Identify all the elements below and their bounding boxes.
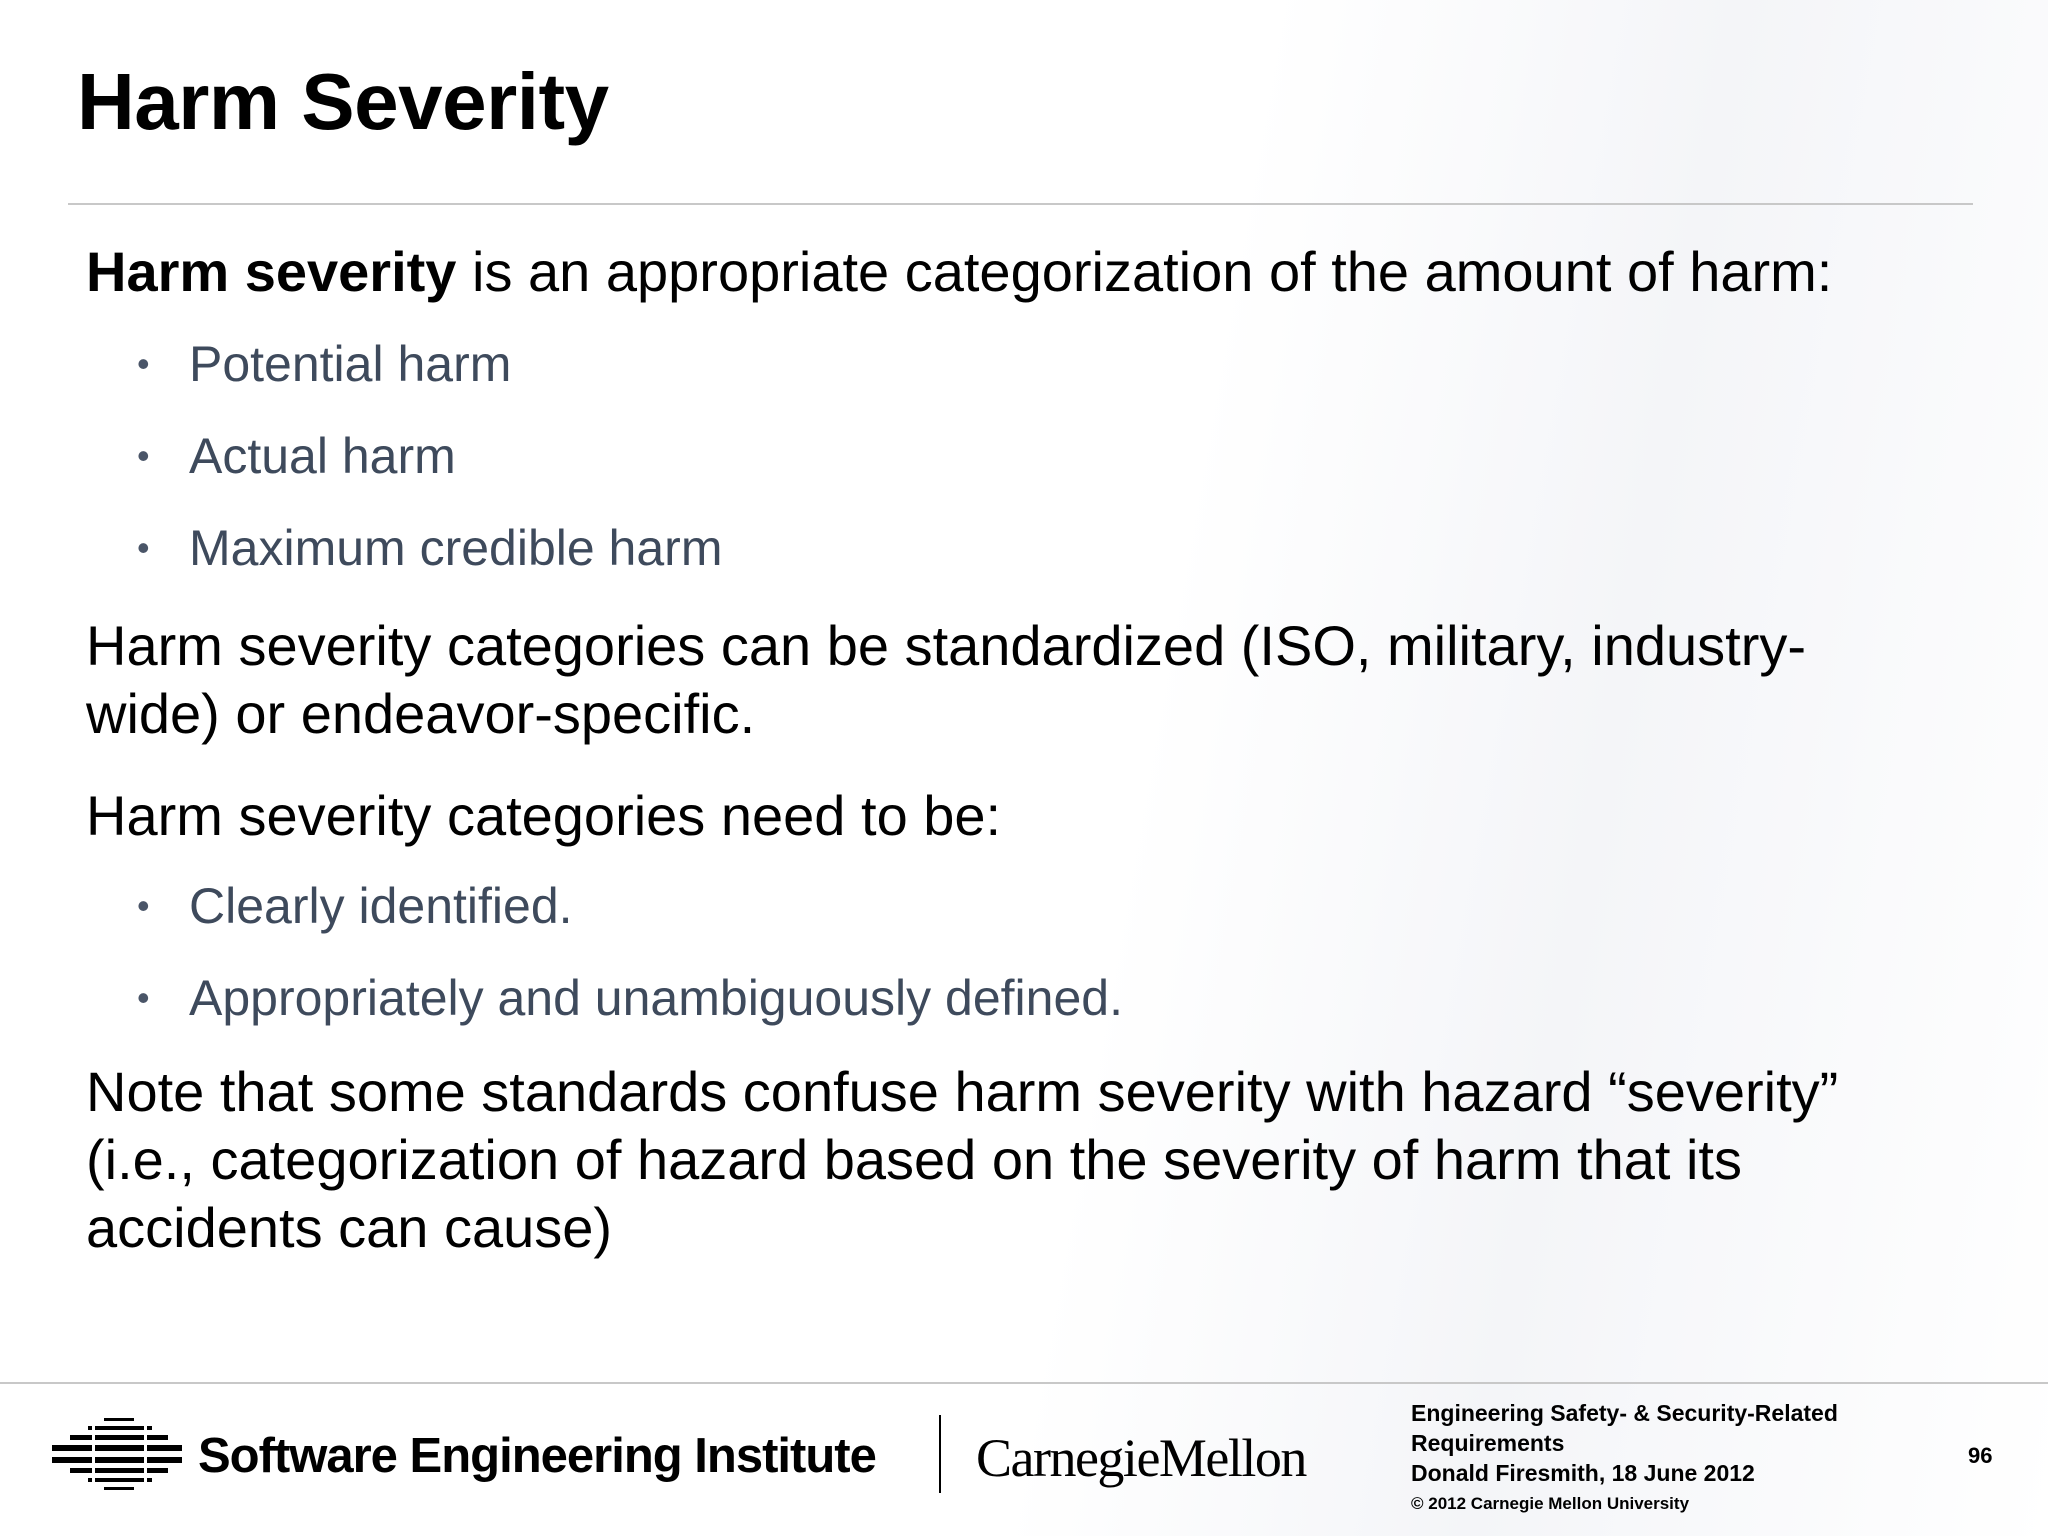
cmu-wordmark: CarnegieMellon xyxy=(976,1428,1306,1488)
course-title-line-2: Requirements xyxy=(1411,1430,1565,1456)
bullet-icon: • xyxy=(137,977,150,1018)
list-item: • Potential harm xyxy=(86,318,1966,410)
sei-wordmark: Software Engineering Institute xyxy=(198,1429,876,1483)
bullet-icon: • xyxy=(137,435,150,476)
list-item: • Appropriately and unambiguously defined. xyxy=(86,952,1966,1044)
standardization-paragraph: Harm severity categories can be standardized (ISO, military, industry-wide) or endeavor-specific. xyxy=(86,614,1807,745)
logo-divider xyxy=(939,1415,941,1493)
course-title-line-1: Engineering Safety- & Security-Related xyxy=(1411,1400,1838,1426)
slide-body xyxy=(86,238,1966,1262)
intro-paragraph xyxy=(86,238,1966,306)
list-item: • Maximum credible harm xyxy=(86,502,1966,594)
list-item: • Actual harm xyxy=(86,410,1966,502)
category-requirements-list xyxy=(86,860,1966,1044)
bullet-icon: • xyxy=(137,527,150,568)
title-divider xyxy=(68,203,1973,205)
intro-term: Harm severity xyxy=(86,240,457,303)
page-number: 96 xyxy=(1968,1443,1993,1468)
note-paragraph: Note that some standards confuse harm severity with hazard “severity” (i.e., categorization of hazard based on the severity of harm that its accidents can cause) xyxy=(86,1060,1839,1259)
sei-logo-icon xyxy=(52,1418,182,1494)
footer-divider xyxy=(0,1382,2048,1384)
list-item: • Clearly identified. xyxy=(86,860,1966,952)
author-date: Donald Firesmith, 18 June 2012 xyxy=(1411,1460,1755,1486)
slide-title: Harm Severity xyxy=(77,57,609,146)
bullet-icon: • xyxy=(137,885,150,926)
harm-types-list xyxy=(86,318,1966,594)
copyright: © 2012 Carnegie Mellon University xyxy=(1411,1494,1690,1513)
requirements-paragraph: Harm severity categories need to be: xyxy=(86,784,1002,847)
footer-info xyxy=(1411,1398,1931,1520)
bullet-icon: • xyxy=(137,343,150,384)
intro-text: is an appropriate categorization of the amount of harm: xyxy=(456,240,1833,303)
